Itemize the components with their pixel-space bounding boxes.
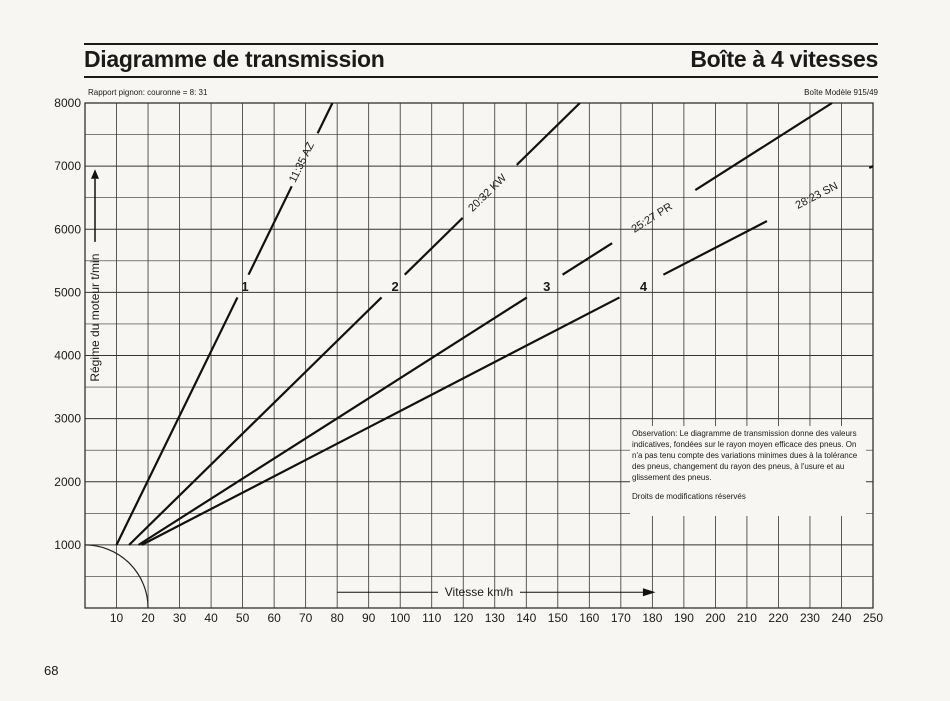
x-tick-label: 50 — [235, 611, 250, 625]
x-tick-label: 40 — [204, 611, 218, 625]
x-tick-label: 230 — [799, 611, 820, 625]
y-tick-label: 2000 — [54, 474, 81, 489]
y-tick-label: 8000 — [54, 96, 81, 110]
x-tick-label: 100 — [390, 611, 411, 625]
gear-line-4 — [142, 297, 620, 544]
x-tick-label: 160 — [579, 611, 600, 625]
x-tick-label: 180 — [642, 611, 663, 625]
x-tick-label: 250 — [862, 611, 884, 625]
gear-label-4: 4 — [639, 279, 648, 295]
observation-note — [632, 428, 864, 502]
x-tick-label: 240 — [831, 611, 852, 625]
y-tick-label: 6000 — [54, 222, 81, 237]
observation-text: Observation: Le diagramme de transmission donne des valeurs indicatives, fondées sur le rayon moyen efficace des pneus. On n'a pas tenu compte des variations minimes dues à la tolérance des pneus, changement du rayon des pneus, à l'usure et au glissement des pneus. — [632, 429, 858, 482]
x-tick-label: 170 — [610, 611, 631, 625]
x-tick-label: 200 — [705, 611, 726, 625]
gear-label-2: 2 — [391, 279, 399, 295]
gear-label-1: 1 — [241, 279, 249, 295]
x-tick-label: 130 — [484, 611, 505, 625]
x-tick-label: 110 — [422, 611, 442, 625]
y-tick-label: 5000 — [54, 285, 81, 300]
gear-line-2 — [129, 297, 381, 544]
rights-note: Droits de modifications réservés — [632, 492, 746, 501]
y-axis-title: Régime du moteur t/min — [88, 253, 102, 382]
x-axis-title: Vitesse km/h — [444, 585, 514, 600]
x-tick-label: 90 — [362, 611, 376, 625]
model-note: Boîte Modèle 915/49 — [804, 88, 878, 97]
gear-line-3 — [139, 297, 527, 544]
ratio-note: Rapport pignon: couronne = 8: 31 — [88, 88, 208, 97]
gear-line-2 — [405, 218, 463, 275]
x-tick-label: 10 — [109, 611, 124, 625]
gear-ratio-label-3: 25:27 PR — [629, 200, 675, 236]
x-tick-label: 60 — [267, 611, 281, 625]
y-axis-arrow — [91, 169, 99, 178]
x-tick-label: 190 — [673, 611, 694, 625]
y-tick-label: 4000 — [54, 348, 81, 363]
x-tick-label: 220 — [768, 611, 789, 625]
x-axis-arrowhead — [643, 588, 656, 596]
page-number: 68 — [44, 663, 59, 678]
gear-line-1 — [249, 186, 292, 274]
gear-line-3 — [563, 243, 613, 275]
x-tick-label: 140 — [516, 611, 537, 625]
gear-label-3: 3 — [543, 279, 551, 295]
x-tick-label: 80 — [330, 611, 344, 625]
y-tick-label: 1000 — [54, 537, 81, 552]
y-tick-label: 7000 — [54, 159, 81, 174]
gear-line-1 — [117, 297, 238, 544]
x-tick-label: 70 — [298, 611, 313, 625]
x-tick-label: 120 — [453, 611, 474, 625]
y-tick-label: 3000 — [54, 411, 81, 426]
x-tick-label: 210 — [736, 611, 757, 625]
x-tick-label: 150 — [547, 611, 568, 625]
gear-ratio-label-4: 28:23 SN — [793, 179, 840, 212]
gear-line-1 — [318, 103, 333, 133]
x-tick-label: 20 — [141, 611, 155, 625]
gear-ratio-label-2: 20:32 KW — [466, 172, 510, 215]
x-tick-label: 30 — [172, 611, 187, 625]
page-title: Diagramme de transmission — [84, 46, 385, 72]
gear-line-3 — [695, 103, 832, 190]
gear-ratio-label-1: 11:35 AZ — [287, 140, 317, 185]
gearbox-title: Boîte à 4 vitesses — [690, 46, 878, 72]
